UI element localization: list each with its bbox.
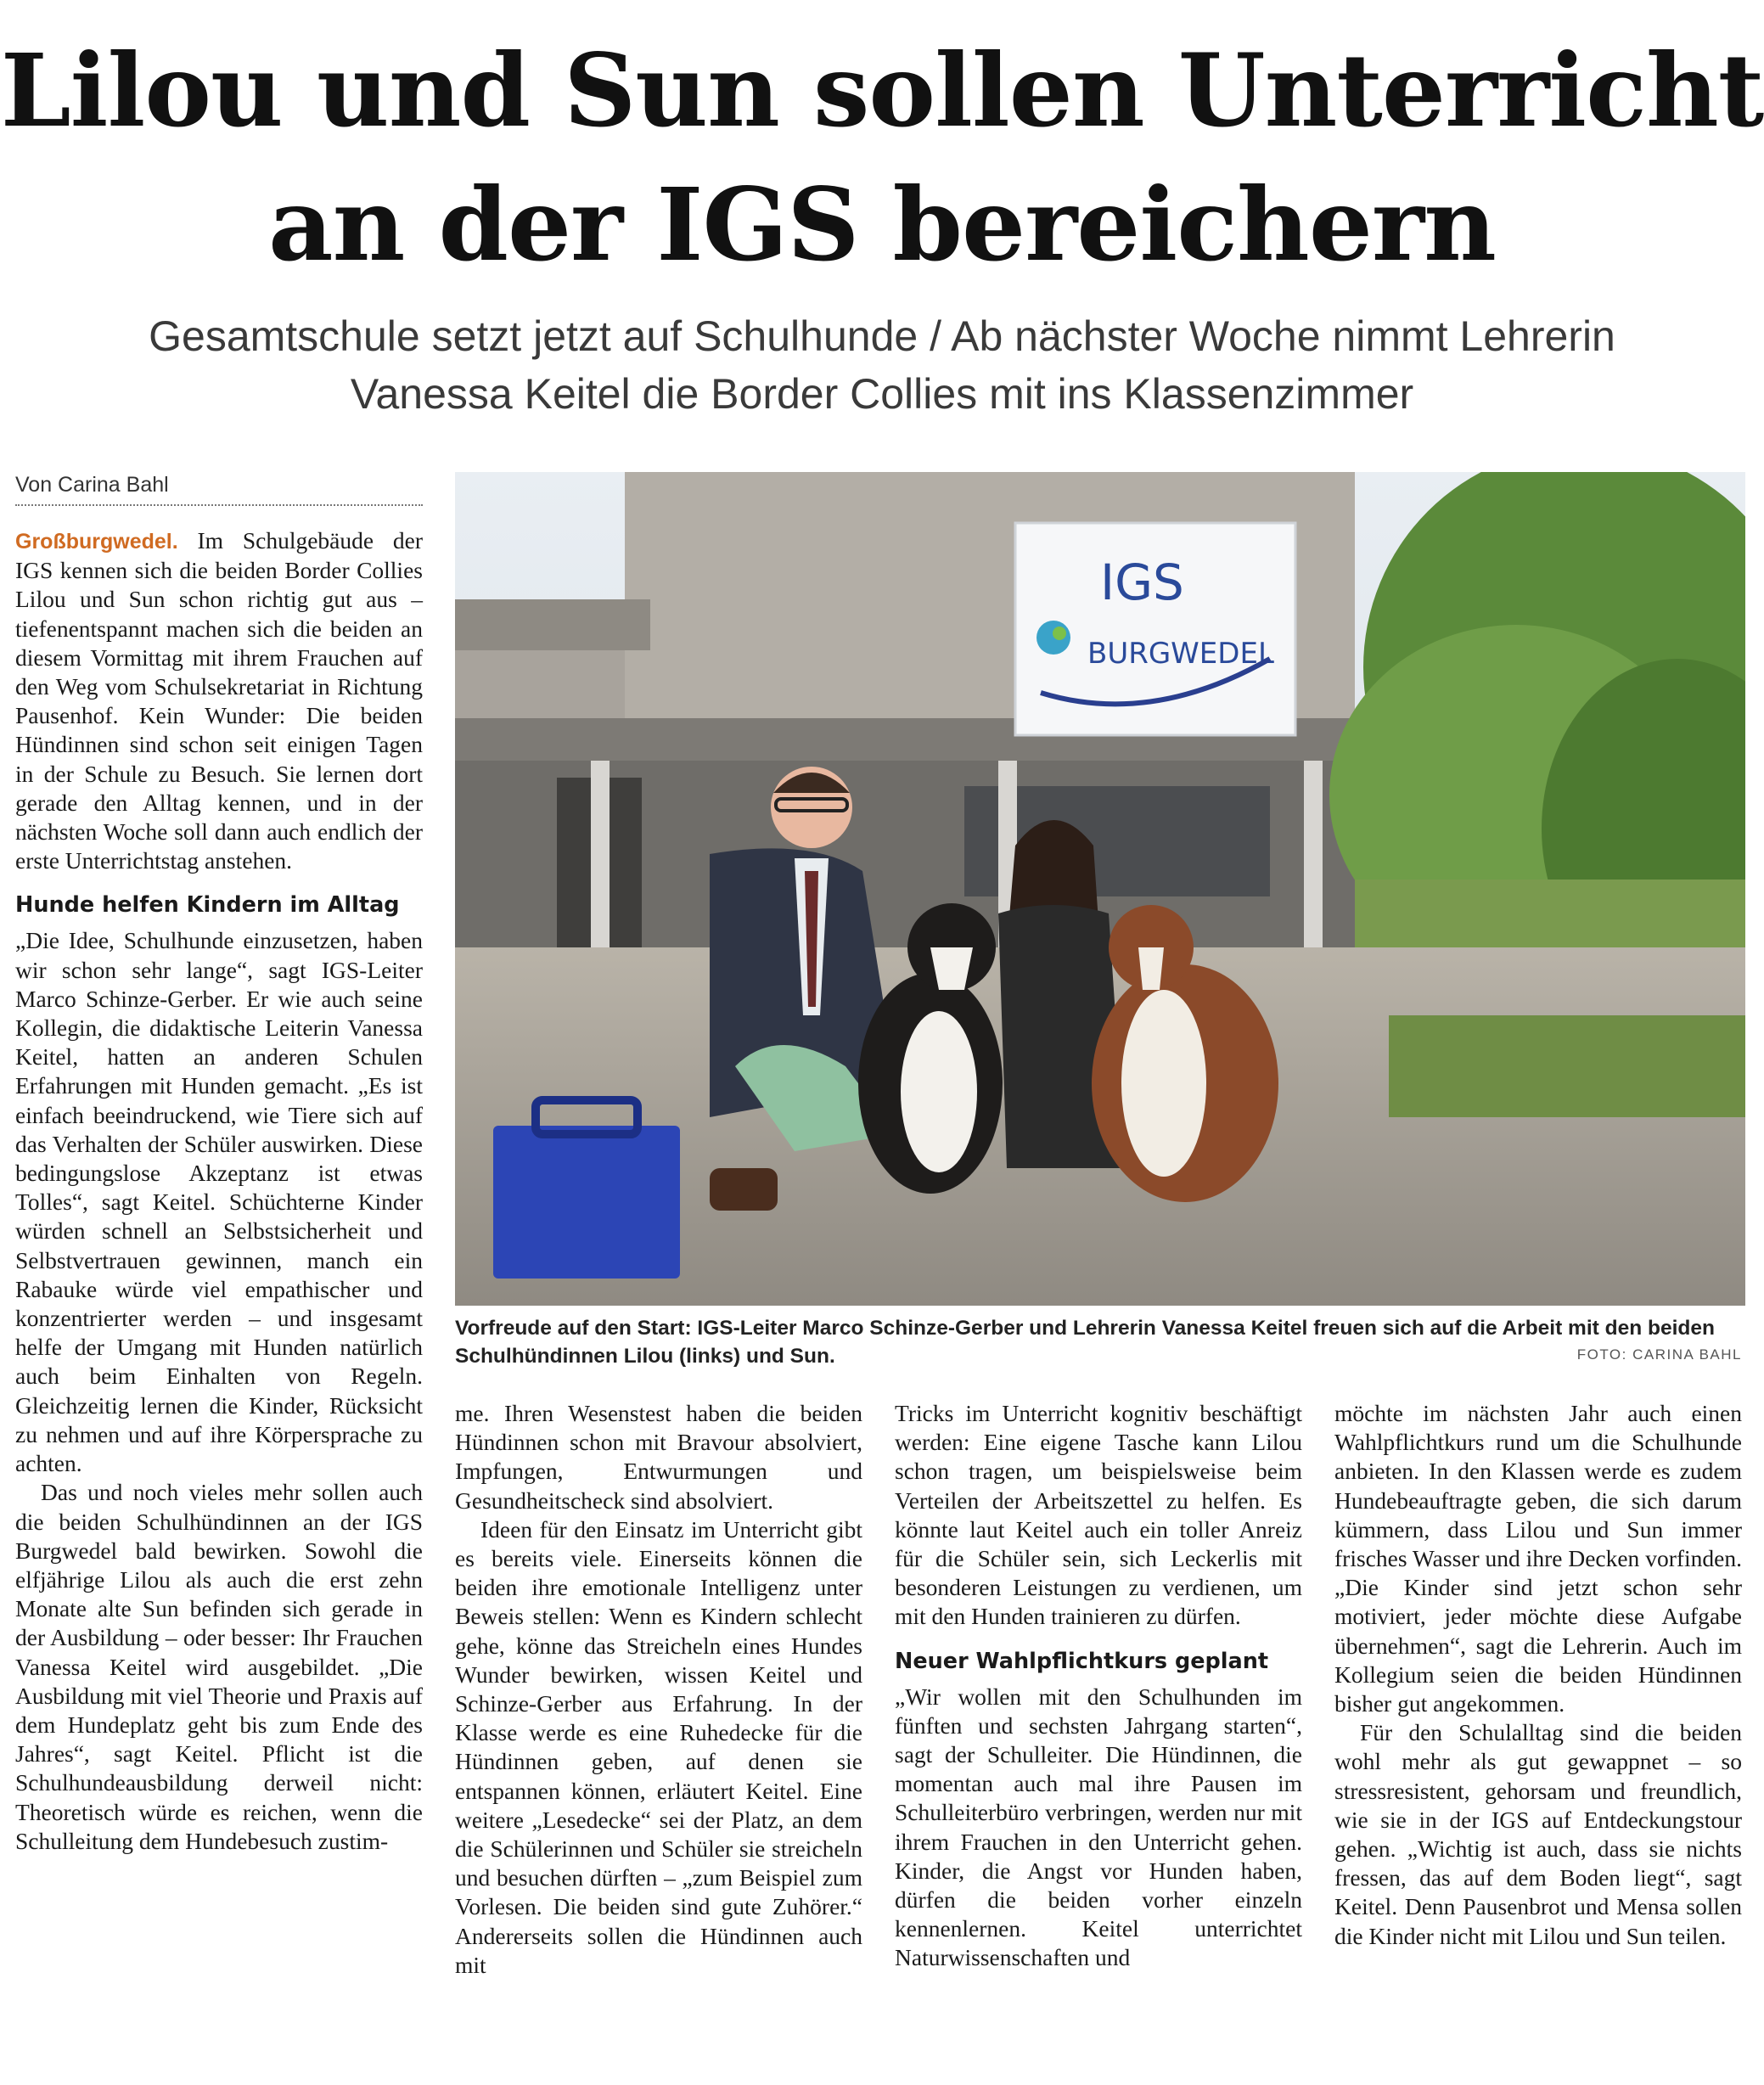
sign-text-burgwedel: BURGWEDEL bbox=[1087, 637, 1274, 671]
article-headline bbox=[0, 24, 1764, 292]
subheading-hunde-helfen: Hunde helfen Kindern im Alltag bbox=[15, 892, 400, 919]
text-column-3 bbox=[895, 1399, 1302, 1973]
photo-caption: Vorfreude auf den Start: IGS-Leiter Marco Schinze-Gerber und Lehrerin Vanessa Keitel freuen sich auf die Arbeit mit den beiden Schulhündinnen Lilou (links) und Sun. bbox=[455, 1317, 1715, 1368]
article-paragraph: Für den Schulalltag sind die beiden wohl mehr als gut gewappnet – so stressresistent, gehorsam und freundlich, wie sie in der IGS auf Entdeckungstour gehen. „Wichtig ist auch, dass sie nichts fressen, das auf dem Boden liegt“, sagt Keitel. Denn Pausenbrot und Mensa sollen die Kinder nicht mit Lilou und Sun teilen. bbox=[1334, 1719, 1742, 1949]
sign-text-igs: IGS bbox=[1100, 554, 1184, 611]
paragraph-1-text: Im Schulgebäude der IGS kennen sich die beiden Border Collies Lilou und Sun schon richtig gut aus – tiefenentspannt machen sich die beiden an diesem Vormittag mit ihrem Frauchen auf den Weg vom Schulsekretariat in Richtung Pausenhof. Kein Wunder: Die beiden Hündinnen sind schon seit einigen Tagen in der Schule zu Besuch. Sie lernen dort gerade den Alltag kennen, und in der nächsten Woche soll dann auch endlich der erste Unterrichtstag anstehen. bbox=[15, 527, 423, 874]
headline-line-2: an der IGS bereichern bbox=[268, 166, 1496, 284]
article-photo bbox=[455, 472, 1745, 1306]
subheading-wahlpflichtkurs: Neuer Wahlpflichtkurs geplant bbox=[895, 1648, 1269, 1674]
article-paragraph: „Die Idee, Schulhunde einzusetzen, haben wir schon sehr lange“, sagt IGS-Leiter Marco Schinze-Gerber. Er wie auch seine Kollegin, die didaktische Leiterin Vanessa Keitel, hatten an anderen Schulen Erfahrungen mit Hunden gemacht. „Es ist einfach beeindruckend, wie Tiere sich auf das Verhalten der Schüler auswirken. Diese bedingungslose Akzeptanz ist etwas Tolles“, sagt Keitel. Schüchterne Kinder würden schnell an Selbstsicherheit und Selbstvertrauen gewinnen, manch ein Rabauke würde viel empathischer und konzentrierter werden – und insgesamt helfe der Umgang mit Hunden natürlich auch beim Einhalten von Regeln. Gleichzeitig lernen die Kinder, Rücksicht zu nehmen und auf ihre Körpersprache zu achten. bbox=[15, 927, 423, 1477]
subheadline-line-1: Gesamtschule setzt jetzt auf Schulhunde / Ab nächster Woche nimmt Lehrerin bbox=[149, 312, 1615, 360]
article-paragraph: Ideen für den Einsatz im Unterricht gibt es bereits viele. Einerseits können die beiden ihre emotionale Intelligenz unter Beweis stellen: Wenn es Kindern schlecht gehe, könne das Streicheln eines Hundes Wunder bewirken, wissen Keitel und Schinze-Gerber aus Erfahrung. In der Klasse werde es eine Ruhedecke für die Hündinnen geben, auf denen sie entspannen können, erläutert Keitel. Eine weitere „Lesedecke“ sei der Platz, an dem die Schülerinnen und Schüler sie streicheln und besuchen dürften – „zum Beispiel zum Vorlesen. Die beiden sind gute Zuhörer.“ Andererseits sollen die Hündinnen auch mit bbox=[455, 1515, 862, 1978]
byline: Von Carina Bahl bbox=[15, 470, 423, 506]
article-paragraph: Das und noch vieles mehr sollen auch die beiden Schulhündinnen an der IGS Burgwedel bald bewirken. Sowohl die elfjährige Lilou als auch die erst zehn Monate alte Sun befinden sich gerade in der Ausbildung – oder besser: Ihr Frauchen Vanessa Keitel wird ausgebildet. „Die Ausbildung mit viel Theorie und Praxis auf dem Hundeplatz geht bis zum Ende des Jahres“, sagt Keitel. Pflicht ist die Schulhundeausbildung derweil nicht: Theoretisch würde es reichen, wenn die Schulleitung dem Hundebesuch zustim- bbox=[15, 1479, 423, 1854]
article-subheadline bbox=[0, 307, 1764, 423]
text-column-2 bbox=[455, 1399, 862, 1980]
photo-credit: FOTO: CARINA BAHL bbox=[1576, 1346, 1742, 1363]
dateline: Großburgwedel. bbox=[15, 530, 178, 554]
article-paragraph bbox=[15, 526, 423, 875]
article-paragraph: möchte im nächsten Jahr auch einen Wahlpflichtkurs rund um die Schulhunde anbieten. In den Klassen werde es zudem Hundebeauftragte geben, die sich darum kümmern, dass Lilou und Sun immer frisches Wasser und ihre Decken vorfinden. „Die Kinder sind jetzt schon sehr motiviert, jeder möchte diese Aufgabe übernehmen“, sagt die Lehrerin. Auch im Kollegium seien die beiden Hündinnen bisher gut angekommen. bbox=[1334, 1400, 1742, 1717]
subheadline-line-2: Vanessa Keitel die Border Collies mit ins Klassenzimmer bbox=[350, 370, 1414, 418]
article-paragraph: „Wir wollen mit den Schulhunden im fünften und sechsten Jahrgang starten“, sagt der Schulleiter. Die Hündinnen, die momentan auch mal ihre Pausen im Schulleiterbüro verbringen, werden nur mit ihrem Frauchen in den Unterricht gehen. Kinder, die Angst vor Hunden haben, dürfen die beiden vorher einzeln kennenlernen. Keitel unterrichtet Naturwissenschaften und bbox=[895, 1683, 1302, 1971]
article-paragraph: me. Ihren Wesenstest haben die beiden Hündinnen schon mit Bravour absolviert, Impfungen, Entwurmungen und Gesundheitscheck sind absolviert. bbox=[455, 1400, 862, 1514]
article-paragraph: Tricks im Unterricht kognitiv beschäftigt werden: Eine eigene Tasche kann Lilou schon tragen, um beispielsweise beim Verteilen der Arbeitszettel zu helfen. Es könnte laut Keitel auch ein toller Anreiz für die Schüler sein, sich Leckerlis mit besonderen Leistungen zu verdienen, um mit den Hunden trainieren zu dürfen. bbox=[895, 1400, 1302, 1630]
text-column-1 bbox=[15, 526, 423, 1856]
text-column-4 bbox=[1334, 1399, 1742, 1951]
headline-line-1: Lilou und Sun sollen Unterricht bbox=[0, 31, 1764, 149]
